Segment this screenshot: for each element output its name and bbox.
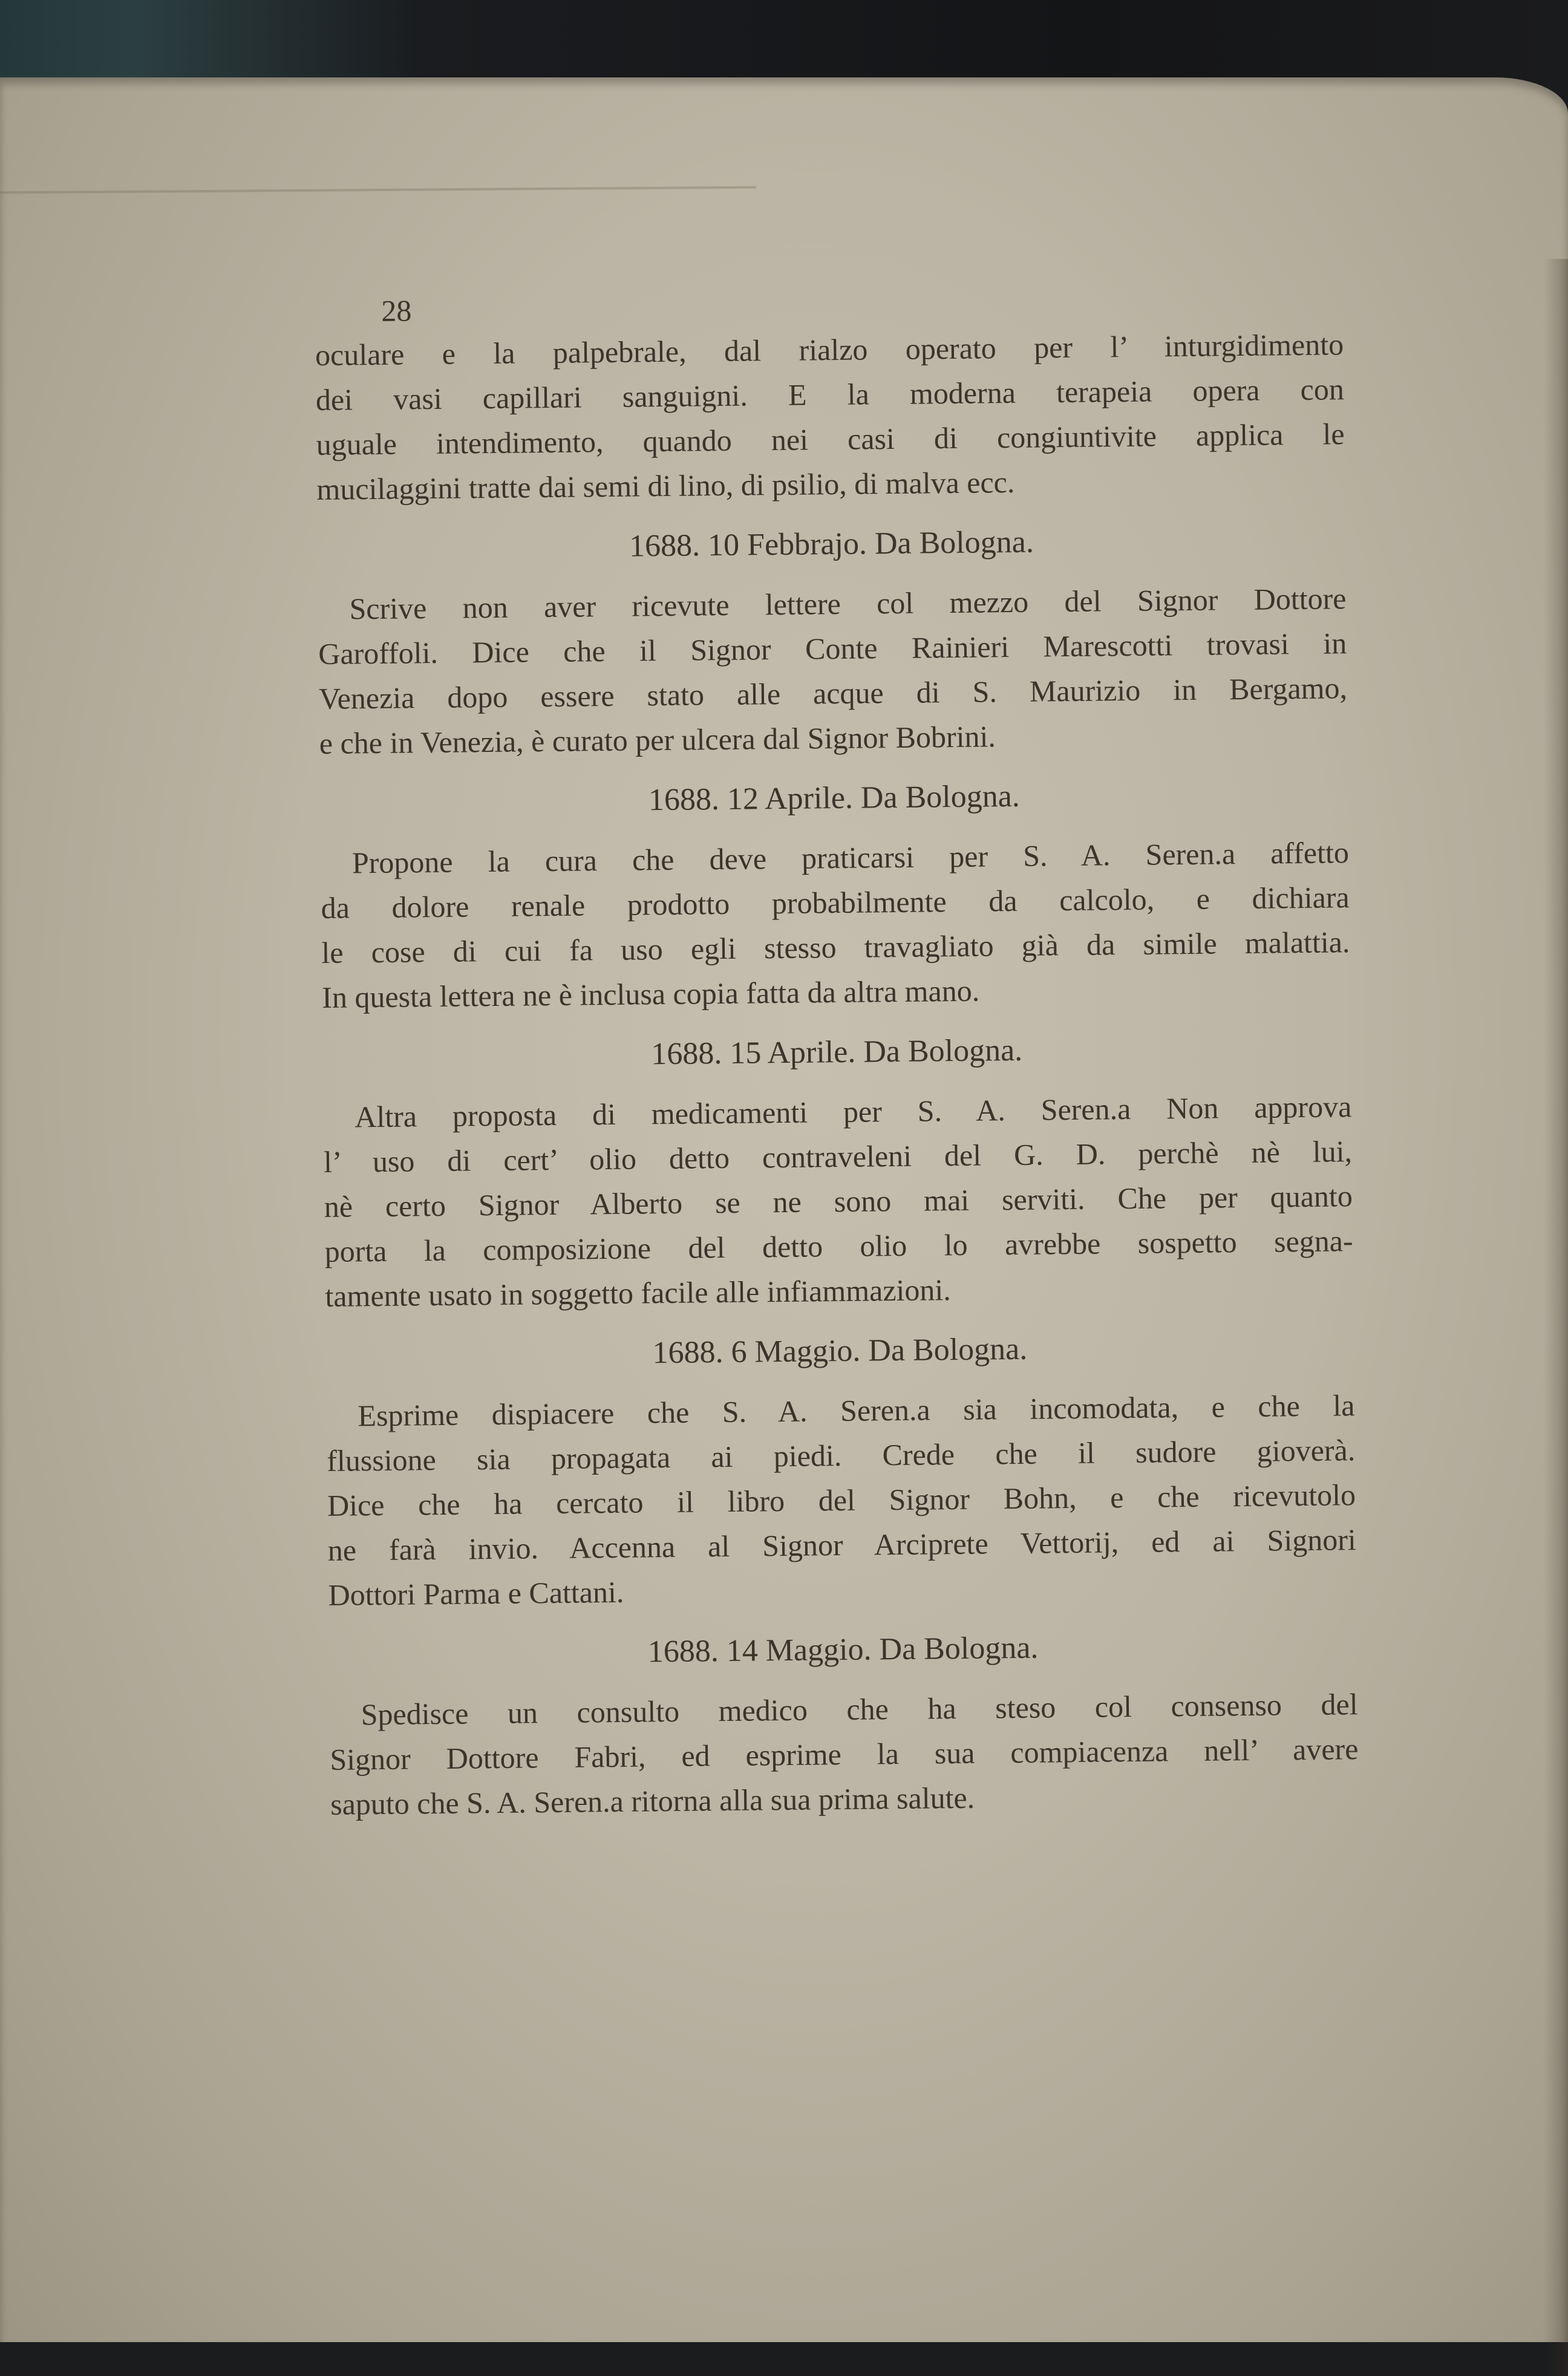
entry-heading: 1688. 15 Aprile. Da Bologna. [651,1033,1023,1072]
text-line: Spedisce un consulto medico che ha steso col consenso del [361,1687,1358,1732]
text-line: tamente usato in soggetto facile alle infiammazioni. [325,1273,952,1313]
text-line: oculare e la palpebrale, dal rialzo operato per l’ inturgidimento [315,327,1344,372]
text-line: porta la composizione del detto olio lo avrebbe sospetto segna- [324,1224,1353,1268]
entry-paragraph [326,1383,1357,1617]
text-line: Propone la cura che deve praticarsi per S. A. Seren.a affetto [351,835,1350,880]
text-line: flussione sia propagata ai piedi. Crede che il sudore gioverà. [326,1433,1356,1478]
text-line: dei vasi capillari sanguigni. E la moderna terapeia opera con [315,372,1345,417]
entry-heading: 1688. 10 Febbrajo. Da Bologna. [629,524,1034,564]
text-line: mucilaggini tratte dai semi di lino, di psilio, di malva ecc. [316,465,1015,506]
text-line: Signor Dottore Fabri, ed esprime la sua compiacenza nell’ avere [330,1732,1359,1777]
entry-paragraph [323,1084,1354,1319]
text-line: l’ uso di cert’ olio detto contraveleni del G. D. perchè nè lui, [323,1134,1353,1179]
text-line: da dolore renale prodotto probabilmente da calcolo, e dichiara [321,880,1350,925]
entry-paragraph [321,830,1351,1020]
text-line: Dice che ha cercato il libro del Signor Bohn, e che ricevutolo [327,1478,1356,1523]
text-line: nè certo Signor Alberto se ne sono mai serviti. Che per quanto [324,1179,1353,1224]
text-line: uguale intendimento, quando nei casi di congiuntivite applica le [316,417,1345,462]
entry-heading: 1688. 14 Maggio. Da Bologna. [647,1630,1039,1669]
page-edge-shadow [1544,259,1568,2376]
page-number: 28 [381,293,412,328]
entry-paragraph [329,1682,1359,1827]
text-line: Altra proposta di medicamenti per S. A. Seren.a Non approva [354,1089,1352,1134]
entry-heading: 1688. 6 Maggio. Da Bologna. [652,1331,1028,1371]
text-line: In questa lettera ne è inclusa copia fatta da altra mano. [321,973,980,1014]
entry-heading: 1688. 12 Aprile. Da Bologna. [648,778,1021,818]
text-line: Scrive non aver ricevute lettere col mezzo del Signor Dottore [349,581,1347,626]
text-line: Venezia dopo essere stato alle acque di S. Maurizio in Bergamo, [318,671,1348,716]
text-line: Esprime dispiacere che S. A. Seren.a sia incomodata, e che la [358,1388,1355,1433]
page-top-rule [0,186,756,194]
text-line: saputo che S. A. Seren.a ritorna alla sua prima salute. [330,1780,975,1821]
text-block [315,279,1359,1827]
text-line: Dottori Parma e Cattani. [328,1575,624,1612]
text-line: le cose di cui fa uso egli stesso travagliato già da simile malattia. [321,925,1350,970]
text-line: e che in Venezia, è curato per ulcera dal Signor Bobrini. [319,719,996,760]
entry-paragraph [318,576,1348,766]
intro-paragraph [315,322,1345,512]
text-line: Garoffoli. Dice che il Signor Conte Rainieri Marescotti trovasi in [318,626,1347,671]
text-line: ne farà invio. Accenna al Signor Arciprete Vettorij, ed ai Signori [327,1523,1357,1567]
